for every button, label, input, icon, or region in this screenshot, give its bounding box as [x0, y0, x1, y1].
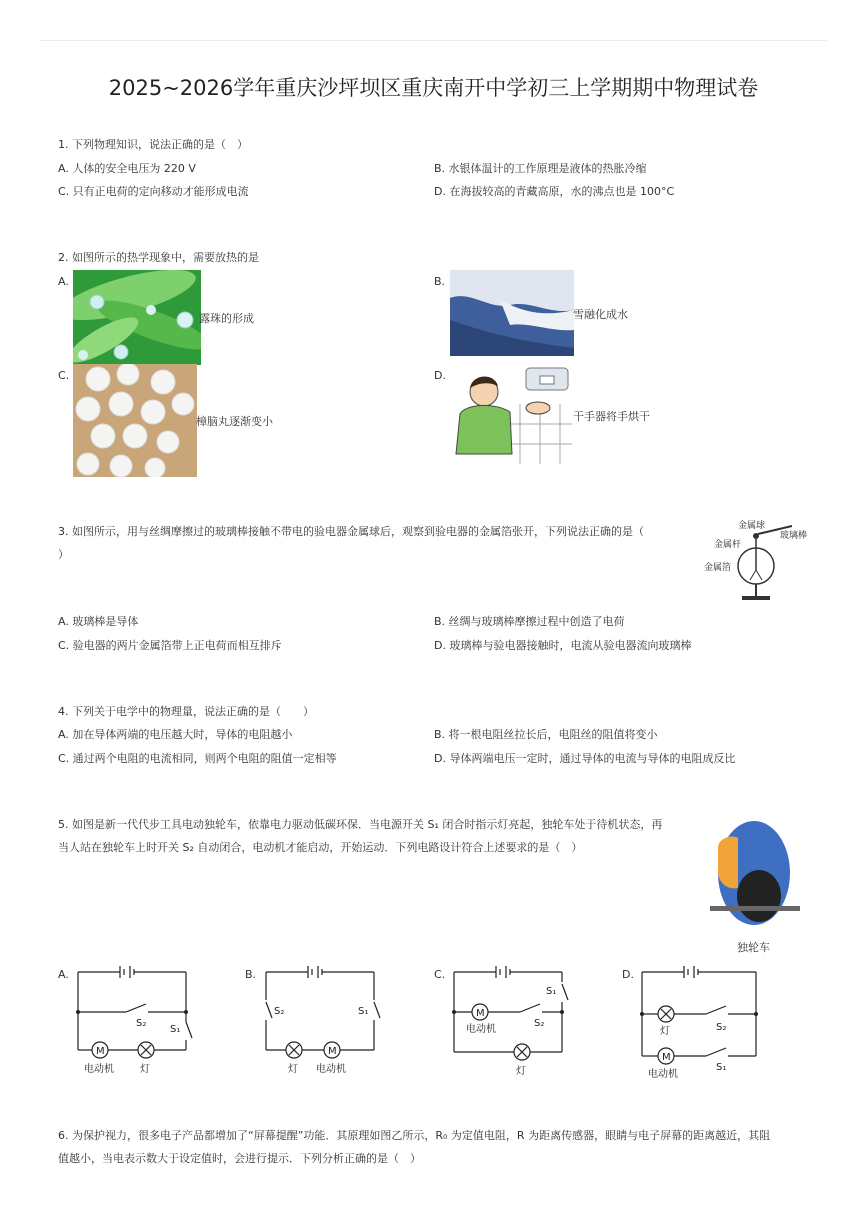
label-glass-rod: 玻璃棒: [780, 531, 808, 541]
q5-option-a-letter[interactable]: A.: [58, 968, 69, 981]
q2-option-c-caption: 樟脑丸逐渐变小: [196, 415, 273, 428]
motor-symbol: M: [662, 1052, 671, 1063]
q4-option-a[interactable]: A. 加在导体两端的电压越大时，导体的电阻越小: [58, 728, 293, 741]
q5-option-c-letter[interactable]: C.: [434, 968, 446, 981]
motor-label: 电动机: [466, 1024, 496, 1035]
q3-option-c[interactable]: C. 验电器的两片金属箔带上正电荷而相互排斥: [58, 639, 282, 652]
motor-label: 电动机: [84, 1064, 114, 1075]
circuit-d: [628, 960, 768, 1082]
q1-option-c[interactable]: C. 只有正电荷的定向移动才能形成电流: [58, 185, 249, 198]
label-metal-ball: 金属球: [738, 521, 766, 531]
q2-stem: 2. 如图所示的热学现象中，需要放热的是: [58, 251, 259, 264]
switch-label: S₁: [170, 1024, 181, 1035]
q1-option-a[interactable]: A. 人体的安全电压为 220 V: [58, 162, 196, 175]
circuit-a: [64, 960, 204, 1080]
switch-label: S₁: [546, 986, 557, 997]
switch-label: S₂: [716, 1022, 727, 1033]
motor-symbol: M: [328, 1046, 337, 1057]
q2-option-d-caption: 干手器将手烘干: [573, 410, 650, 423]
q2-option-b-letter[interactable]: B.: [434, 275, 446, 288]
label-metal-foil: 金属箔: [704, 563, 732, 573]
q1-option-d[interactable]: D. 在海拔较高的青藏高原，水的沸点也是 100°C: [434, 185, 675, 198]
q3-option-d[interactable]: D. 玻璃棒与验电器接触时，电流从验电器流向玻璃棒: [434, 639, 692, 652]
unicycle-image: [704, 818, 802, 928]
circuit-b: [252, 960, 392, 1080]
q4-stem: 4. 下列关于电学中的物理量，说法正确的是（ ）: [58, 705, 314, 718]
q2-option-d-letter[interactable]: D.: [434, 369, 446, 382]
q5-stem-line1: 5. 如图是新一代代步工具电动独轮车，依靠电力驱动低碳环保．当电源开关 S₁ 闭合时指示灯亮起，独轮车处于待机状态，再: [58, 818, 663, 831]
q4-option-c[interactable]: C. 通过两个电阻的电流相同，则两个电阻的阻值一定相等: [58, 752, 337, 765]
label-metal-rod: 金属杆: [714, 540, 742, 550]
q3-option-a[interactable]: A. 玻璃棒是导体: [58, 615, 139, 628]
hand-dryer-image: [450, 364, 572, 464]
page-title: 2025~2026学年重庆沙坪坝区重庆南开中学初三上学期期中物理试卷: [108, 76, 759, 100]
q4-option-b[interactable]: B. 将一根电阻丝拉长后，电阻丝的阻值将变小: [434, 728, 658, 741]
dew-image: [73, 270, 201, 365]
motor-symbol: M: [96, 1046, 105, 1057]
q5-option-b-letter[interactable]: B.: [245, 968, 257, 981]
q5-option-d-letter[interactable]: D.: [622, 968, 634, 981]
circuit-c: [440, 960, 580, 1080]
q2-option-a-caption: 露珠的形成: [199, 312, 254, 325]
q6-stem-line1: 6. 为保护视力，很多电子产品都增加了“屏幕提醒”功能．其原理如图乙所示，R₀ 为定值电阻，R 为距离传感器，眼睛与电子屏幕的距离越近，其阻: [58, 1129, 771, 1142]
unicycle-caption: 独轮车: [737, 941, 770, 954]
motor-symbol: M: [476, 1008, 485, 1019]
q2-option-b-caption: 雪融化成水: [573, 308, 628, 321]
motor-label: 电动机: [316, 1064, 346, 1075]
switch-label: S₂: [534, 1018, 545, 1029]
q3-stem-line2: ）: [58, 548, 69, 561]
q3-option-b[interactable]: B. 丝绸与玻璃棒摩擦过程中创造了电荷: [434, 615, 625, 628]
q4-option-d[interactable]: D. 导体两端电压一定时，通过导体的电流与导体的电阻成反比: [434, 752, 736, 765]
lamp-label: 灯: [140, 1064, 150, 1075]
switch-label: S₂: [274, 1006, 285, 1017]
q1-stem: 1. 下列物理知识，说法正确的是（ ）: [58, 138, 248, 151]
switch-label: S₂: [136, 1018, 147, 1029]
q3-stem-line1: 3. 如图所示，用与丝绸摩擦过的玻璃棒接触不带电的验电器金属球后，观察到验电器的金属箔张开，下列说法正确的是（: [58, 525, 644, 538]
q2-option-a-letter[interactable]: A.: [58, 275, 69, 288]
motor-label: 电动机: [648, 1069, 678, 1080]
snow-melting-image: [450, 270, 574, 356]
q5-stem-line2: 当人站在独轮车上时开关 S₂ 自动闭合，电动机才能启动，开始运动．下列电路设计符合上述要求的是（ ）: [58, 841, 583, 854]
q6-stem-line2: 值越小，当电表示数大于设定值时，会进行提示．下列分析正确的是（ ）: [58, 1152, 421, 1165]
switch-label: S₁: [358, 1006, 369, 1017]
lamp-label: 灯: [516, 1066, 526, 1077]
electroscope-figure: [700, 518, 818, 604]
q1-option-b[interactable]: B. 水银体温计的工作原理是液体的热胀冷缩: [434, 162, 647, 175]
lamp-label: 灯: [288, 1064, 298, 1075]
q2-option-c-letter[interactable]: C.: [58, 369, 70, 382]
lamp-label: 灯: [660, 1026, 670, 1037]
switch-label: S₁: [716, 1062, 727, 1073]
top-divider: [40, 40, 827, 41]
mothballs-image: [73, 364, 197, 477]
